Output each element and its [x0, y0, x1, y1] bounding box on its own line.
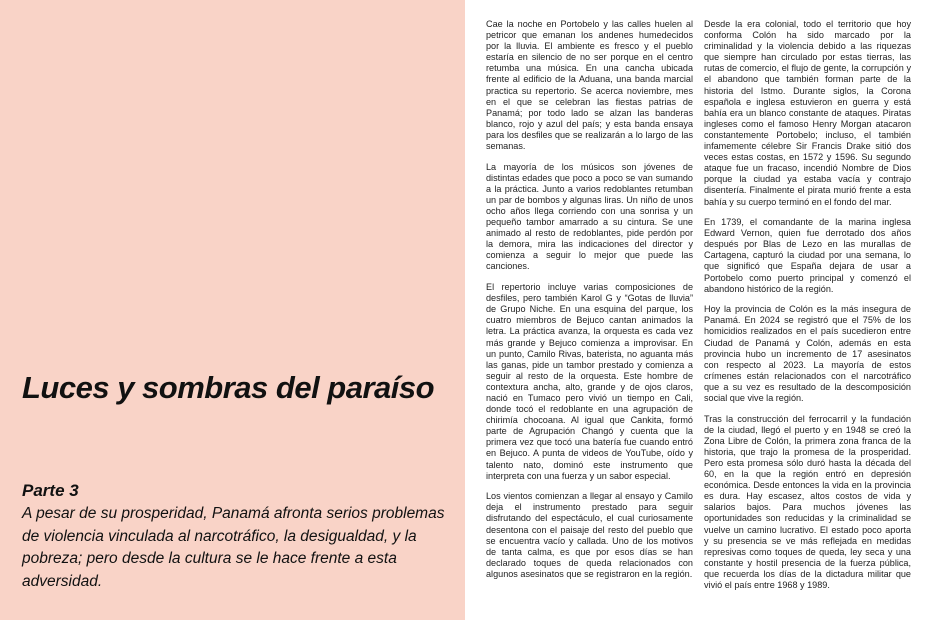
body-paragraph: Cae la noche en Portobelo y las calles huelen al petricor que emanan los andenes humedecidos por la lluvia. El ambiente es fresco y el pueblo estaría en silencio de no ser porque en el centro retumba una música. En una cancha ubicada frente al edificio de la Aduana, una banda marcial practica su repertorio. Se acerca noviembre, mes en el que se celebran las fiestas patrias de Panamá; por todo lado se alzan las banderas blanco, rojo y azul del país; y esta banda ensaya para los desfiles que se realizarán a lo largo de las semanas.	[486, 19, 693, 152]
body-paragraph: La mayoría de los músicos son jóvenes de distintas edades que poco a poco se van sumando a la práctica. Junto a varios redoblantes retumban un par de bombos y algunas liras. Un niño de unos ocho años llega corriendo con una sonrisa y un pequeño tambor amarrado a su cintura. Se une animado al resto de redoblantes, pide perdón por la demora, mira las indicaciones del director y comienza a seguir lo mejor que puede las canciones.	[486, 161, 693, 272]
body-paragraph: Los vientos comienzan a llegar al ensayo y Camilo deja el instrumento prestado para seguir disfrutando del espectáculo, el cual curiosamente desentona con el paisaje del resto del pueblo que se encuentra vacío y callada. Uno de los motivos de tanta calma, es que por esos días se han declarado toques de queda relacionados con algunos asesinatos que se registraron en la región.	[486, 491, 693, 579]
body-column-2	[704, 19, 911, 614]
article-subtitle: A pesar de su prosperidad, Panamá afronta serios problemas de violencia vinculada al narcotráfico, la desigualdad, y la pobreza; pero desde la cultura se le hace frente a esta adversidad.	[22, 505, 445, 590]
article-title: Luces y sombras del paraíso	[22, 370, 435, 405]
body-paragraph: Desde la era colonial, todo el territorio que hoy conforma Colón ha sido marcado por la criminalidad y la violencia debido a las riquezas que siempre han circulado por estas tierras, las rutas de comercio, el flujo de gente, la corrupción y el abandono que también forman parte de la historia del Istmo. Durante siglos, la Corona española e inglesa estuvieron en guerra y está bahía era un blanco constante de ataques. Piratas ingleses como el famoso Henry Morgan atacaron constantemente Portobelo; incluso, el también infamemente célebre Sir Francis Drake sitió dos veces estas costas, en 1572 y 1596. Su segundo ataque fue un fracaso, incendió Nombre de Dios porque la ciudad ya estaba vacía y contrajo disentería. Finalmente el pirata murió frente a esta bahía y su cuerpo terminó en el fondo del mar.	[704, 19, 911, 207]
body-paragraph: El repertorio incluye varias composiciones de desfiles, pero también Karol G y “Gotas de lluvia” de Grupo Niche. En una esquina del parque, los cuatro miembros de Bejuco cantan animados la letra. La práctica avanza, la orquesta es cada vez más grande y Bejuco comienza a improvisar. En un punto, Camilo Rivas, baterista, no aguanta más las ganas, pide un tambor prestado y comienza a seguir al resto de la orquesta. Este hombre de contextura ancha, alto, grande y de ojos claros, nació en Tumaco pero vivió un tiempo en Cali, donde tocó el redoblante en una agrupación de chirimía chocoana. Al igual que Cankita, formó parte de Agrupación Changó y cuenta que la primera vez que tocó una batería fue cuando entró en Bejuco. A punta de videos de YouTube, oído y talento nato, dominó este instrumento que interpreta con una fuerza y un sabor especial.	[486, 282, 693, 481]
body-column-1	[486, 19, 693, 614]
body-paragraph: Hoy la provincia de Colón es la más insegura de Panamá. En 2024 se registró que el 75% de los homicidios realizados en el país sucedieron entre Ciudad de Panamá y Colón, además en esta provincia hubo un incremento de 17 asesinatos con respecto al 2023. La mayoría de estos crímenes están relacionados con el narcotráfico que a su vez es resultado de la descomposición social que vive la región.	[704, 304, 911, 403]
body-paragraph: En 1739, el comandante de la marina inglesa Edward Vernon, quien fue derrotado dos años después por Blas de Lezo en las murallas de Cartagena, capturó la ciudad por una semana, lo que significó que España dejara de usar a Portobelo como puerto principal y comenzó el abandono histórico de la región.	[704, 217, 911, 294]
article-part-label: Parte 3	[22, 481, 79, 500]
body-paragraph: Tras la construcción del ferrocarril y la fundación de la ciudad, llegó el puerto y en 1948 se creó la Zona Libre de Colón, la primera zona franca de la historia, que trajo la promesa de la prosperidad. Pero esta promesa sólo duró hasta la década del 60, en la que la región entró en depresión económica. Desde entonces la vida en la provincia es dura. Hay escasez, altos costos de vida y salarios bajos. Para muchos jóvenes las oportunidades son reducidas y la criminalidad se vuelve un camino lucrativo. El estado poco aporta y su presencia se ve más reflejada en medidas represivas como toques de queda, ley seca y una constante y hostil presencia de la fuerza pública, que recuerda los días de la dictadura militar que vivió el país entre 1968 y 1989.	[704, 413, 911, 590]
